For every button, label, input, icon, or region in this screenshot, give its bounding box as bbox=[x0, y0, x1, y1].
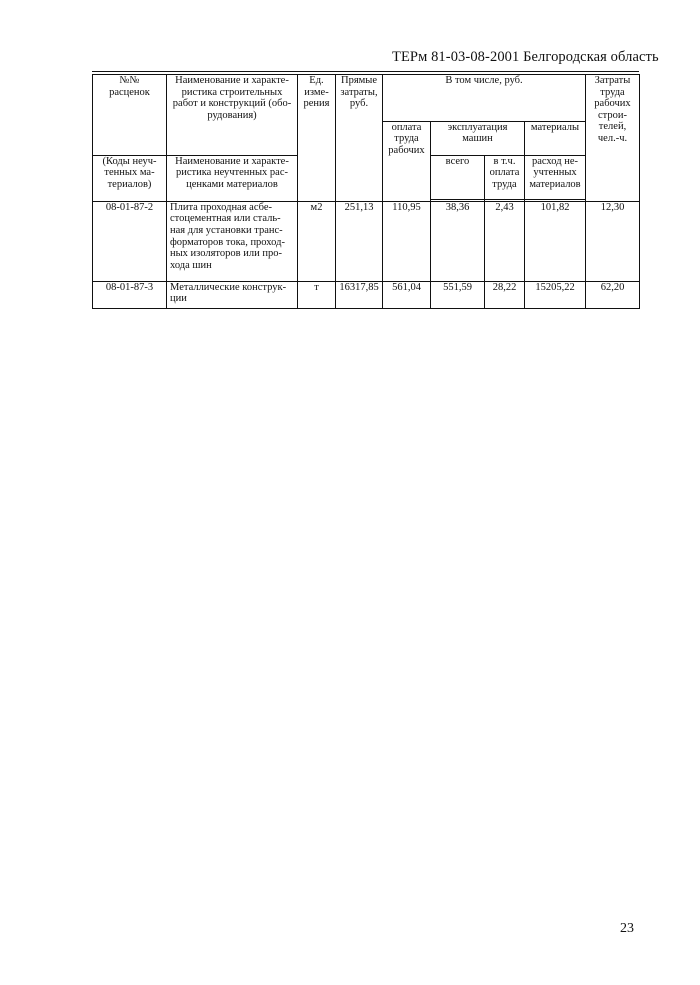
row-materials: 15205,22 bbox=[525, 281, 586, 308]
table-row bbox=[93, 281, 640, 308]
header-name: Наименование и характе- ристика строительных работ и конструкций (обо- рудования) bbox=[167, 75, 298, 122]
row-direct-costs: 251,13 bbox=[336, 201, 383, 281]
row-machines-wages: 2,43 bbox=[485, 201, 525, 281]
row-machines-total: 551,59 bbox=[431, 281, 485, 308]
row-name: Плита проходная асбе- стоцементная или сталь- ная для установки транс- форматоров тока, проход- ных изоляторов или про- хода шин bbox=[167, 201, 298, 281]
row-machines-total: 38,36 bbox=[431, 201, 485, 281]
header-machines: эксплуатация машин bbox=[431, 121, 525, 155]
row-code: 08-01-87-3 bbox=[93, 281, 167, 308]
row-code: 08-01-87-2 bbox=[93, 201, 167, 281]
header-machines-total: всего bbox=[431, 155, 485, 199]
row-unit: м2 bbox=[298, 201, 336, 281]
header-machines-wages: в т.ч. оплата труда bbox=[485, 155, 525, 199]
header-labor-costs: Затраты труда рабочих строи- телей, чел.-ч. bbox=[586, 75, 640, 202]
header-materials: материалы bbox=[525, 121, 586, 155]
row-name: Металлические конструк- ции bbox=[167, 281, 298, 308]
rates-table bbox=[92, 74, 640, 309]
header-rule bbox=[92, 71, 639, 72]
header-name-codes: Наименование и характе- ристика неучтенных рас- ценками материалов bbox=[167, 155, 298, 201]
header-num-codes: (Коды неуч- тенных ма- териалов) bbox=[93, 155, 167, 201]
row-unit: т bbox=[298, 281, 336, 308]
row-machines-wages: 28,22 bbox=[485, 281, 525, 308]
header-direct-costs: Прямые затраты, руб. bbox=[336, 75, 383, 202]
header-unit: Ед. изме- рения bbox=[298, 75, 336, 202]
document-header: ТЕРм 81-03-08-2001 Белгородская область bbox=[392, 49, 659, 65]
header-materials-unaccounted: расход не- учтенных материалов bbox=[525, 155, 586, 199]
header-num: №№ расценок bbox=[93, 75, 167, 122]
row-labor: 12,30 bbox=[586, 201, 640, 281]
header-wages: оплата труда рабочих bbox=[383, 121, 431, 201]
table-row bbox=[93, 201, 640, 281]
row-wages: 110,95 bbox=[383, 201, 431, 281]
row-labor: 62,20 bbox=[586, 281, 640, 308]
row-materials: 101,82 bbox=[525, 201, 586, 281]
page-number: 23 bbox=[620, 921, 634, 936]
header-including: В том числе, руб. bbox=[383, 75, 586, 122]
row-direct-costs: 16317,85 bbox=[336, 281, 383, 308]
row-wages: 561,04 bbox=[383, 281, 431, 308]
